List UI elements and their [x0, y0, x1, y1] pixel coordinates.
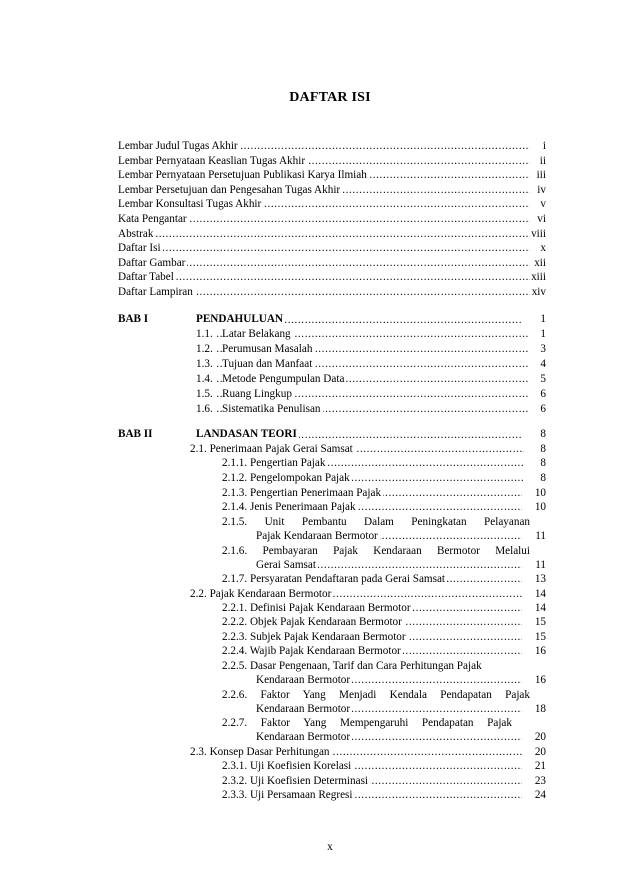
toc-entry [0, 256, 620, 271]
toc-entry [0, 558, 620, 573]
entry-label: Metode Pengumpulan Data [222, 373, 345, 385]
entry-label: 2.3.3. Uji Persamaan Regresi [222, 789, 353, 801]
page-number: 11 [535, 559, 546, 571]
entry-label: 2.2.4. Wajib Pajak Kendaraan Bermotor [222, 645, 401, 657]
page-number: 8 [540, 443, 546, 455]
toc-chapter-row [0, 312, 620, 327]
page-number: xii [534, 256, 546, 269]
toc-entry [0, 486, 620, 501]
page-number: 13 [534, 573, 546, 585]
toc-entry [0, 241, 620, 256]
entry-label-line1: 2.1.6. Pembayaran Pajak Kendaraan Bermotor Melalui [222, 545, 530, 557]
entry-label: 2.1.1. Pengertian Pajak [222, 457, 326, 469]
page-number: xiii [531, 271, 546, 284]
entry-label: 2.3.2. Uji Koefisien Determinasi [222, 775, 369, 787]
entry-label: Daftar Isi [118, 242, 161, 255]
page-number: 16 [534, 645, 546, 657]
toc-entry [0, 673, 620, 688]
entry-label: Lembar Pernyataan Keaslian Tugas Akhir [118, 154, 306, 167]
chapter-title: PENDAHULUAN [196, 313, 284, 325]
entry-number: 1.4. [196, 373, 213, 385]
toc-entry [0, 730, 620, 745]
page-number: 16 [534, 674, 546, 686]
entry-label: Tujuan dan Manfaat [222, 358, 313, 370]
toc-entry [0, 285, 620, 300]
entry-label-line2: Pajak Kendaraan Bermotor [256, 530, 378, 542]
chapter-number: BAB I [118, 313, 149, 325]
toc-entry [0, 442, 620, 457]
toc-entry [0, 529, 620, 544]
entry-label: Abstrak [118, 227, 154, 240]
entry-label: Sistematika Penulisan [222, 403, 321, 415]
entry-label: 2.1.2. Pengelompokan Pajak [222, 472, 350, 484]
page-number: vi [537, 213, 546, 225]
toc-entry [0, 788, 620, 803]
entry-label: Lembar Pernyataan Persetujuan Publikasi Karya Ilmiah [118, 169, 367, 182]
page-title: DAFTAR ISI [289, 90, 371, 105]
entry-label-line2: Kendaraan Bermotor [256, 674, 351, 686]
toc-entry [0, 227, 620, 242]
entry-label: 2.2. Pajak Kendaraan Bermotor [190, 588, 332, 600]
dot-leader [118, 241, 530, 256]
entry-label: 2.3. Konsep Dasar Perhitungan [190, 746, 330, 758]
entry-label: 2.1.4. Jenis Penerimaan Pajak [222, 501, 356, 513]
entry-label: Perumusan Masalah [222, 343, 313, 355]
toc-entry [0, 601, 620, 616]
entry-label: 2.2.2. Objek Pajak Kendaraan Bermotor [222, 616, 402, 628]
toc-entry [0, 183, 620, 198]
toc-chapter-row [0, 427, 620, 442]
toc-entry [0, 342, 620, 357]
entry-label-line2: Gerai Samsat [256, 559, 316, 571]
page-number: 20 [534, 731, 546, 743]
toc-entry [0, 456, 620, 471]
entry-label-line2: Kendaraan Bermotor [256, 703, 351, 715]
page-number: 8 [540, 428, 546, 440]
dot-leader [118, 227, 530, 242]
entry-label: Lembar Persetujuan dan Pengesahan Tugas Akhir [118, 183, 341, 196]
page-number: 24 [534, 789, 546, 801]
toc-entry [0, 572, 620, 587]
page-number: 11 [535, 530, 546, 542]
toc-entry [0, 615, 620, 630]
page-number: xiv [531, 286, 546, 298]
page-number: 6 [540, 388, 546, 400]
page-number: 5 [540, 373, 546, 385]
entry-label: Daftar Tabel [118, 271, 174, 284]
page-number: iii [536, 169, 546, 182]
page-number: v [540, 198, 546, 211]
page-number: 21 [534, 760, 546, 772]
toc-entry [0, 139, 620, 154]
entry-label: 2.1.3. Pengertian Penerimaan Pajak [222, 487, 382, 499]
entry-label: 2.1.7. Persyaratan Pendaftaran pada Gerai Samsat [222, 573, 446, 585]
page-number: 8 [540, 457, 546, 469]
toc-entry [0, 197, 620, 212]
entry-label-line1: 2.2.7. Faktor Yang Mempengaruhi Pendapatan Pajak [222, 717, 512, 729]
page-number: 1 [540, 313, 546, 325]
chapter-title: LANDASAN TEORI [196, 428, 297, 440]
page-number: 1 [540, 328, 546, 340]
toc-entry [0, 168, 620, 183]
page-number: 15 [534, 616, 546, 628]
page-number: 3 [540, 343, 546, 355]
toc-entry [0, 759, 620, 774]
page-number: 18 [534, 703, 546, 715]
entry-label: 2.2.3. Subjek Pajak Kendaraan Bermotor [222, 631, 406, 643]
toc-entry [0, 154, 620, 169]
toc-entry [0, 402, 620, 417]
entry-number: 1.1. [196, 328, 213, 340]
entry-number: 1.3. [196, 358, 213, 370]
page-number: viii [531, 227, 546, 240]
entry-number: 1.6. [196, 403, 213, 415]
entry-label: Lembar Konsultasi Tugas Akhir [118, 198, 262, 211]
toc-entry [0, 471, 620, 486]
toc-entry [0, 387, 620, 402]
toc-entry [0, 630, 620, 645]
page-number: 14 [534, 602, 546, 614]
page-number: 6 [540, 403, 546, 415]
entry-label-line1: 2.2.6. Faktor Yang Menjadi Kendala Pendapatan Pajak [222, 689, 530, 701]
page-number: 8 [540, 472, 546, 484]
page-number: 20 [534, 746, 546, 758]
toc-entry [0, 702, 620, 717]
toc-entry [0, 212, 620, 227]
toc-entry [0, 357, 620, 372]
toc-entry [0, 774, 620, 789]
entry-label-line2: Kendaraan Bermotor [256, 731, 351, 743]
entry-label: Lembar Judul Tugas Akhir [118, 140, 238, 152]
entry-label: 2.2.1. Definisi Pajak Kendaraan Bermotor [222, 602, 411, 614]
page-number: 15 [534, 631, 546, 643]
page-number: x [540, 242, 546, 255]
toc-entry [0, 587, 620, 602]
toc-entry [0, 644, 620, 659]
entry-label: Kata Pengantar [118, 213, 187, 225]
entry-label: 2.3.1. Uji Koefisien Korelasi [222, 760, 352, 772]
entry-number: 1.2. [196, 343, 213, 355]
page-number: iv [537, 183, 546, 196]
page-number: 23 [534, 775, 546, 787]
page-number: 10 [534, 501, 546, 513]
entry-label: 2.1. Penerimaan Pajak Gerai Samsat [190, 443, 353, 455]
chapter-number: BAB II [118, 428, 153, 440]
toc-entry [0, 270, 620, 285]
entry-label: Ruang Lingkup [222, 388, 292, 400]
entry-label: Daftar Lampiran [118, 286, 193, 298]
page-footer-number: x [327, 841, 333, 853]
page-number: i [542, 140, 546, 152]
page-number: 4 [540, 358, 546, 370]
entry-label: Latar Belakang [222, 328, 291, 340]
toc-entry [0, 372, 620, 387]
dot-leader [118, 270, 530, 285]
entry-label: Daftar Gambar [118, 256, 186, 269]
toc-entry [0, 327, 620, 342]
page-number: 10 [534, 487, 546, 499]
entry-label-line1: 2.1.5. Unit Pembantu Dalam Peningkatan Pelayanan [222, 516, 530, 528]
page-number: ii [539, 154, 546, 167]
entry-number: 1.5. [196, 388, 213, 400]
entry-label-line1: 2.2.5. Dasar Pengenaan, Tarif dan Cara Perhitungan Pajak [222, 660, 482, 672]
page-number: 14 [534, 588, 546, 600]
toc-entry [0, 500, 620, 515]
toc-entry [0, 745, 620, 760]
